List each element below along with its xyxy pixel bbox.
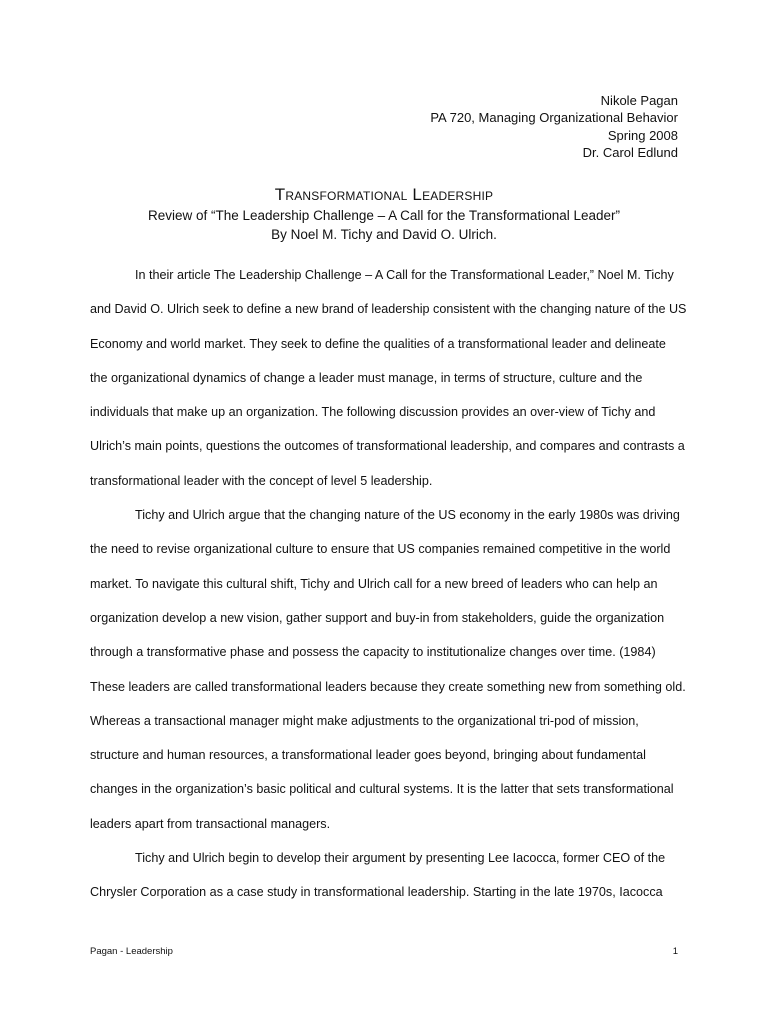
body-line: and David O. Ulrich seek to define a new brand of leadership consistent with the changing nature of the US [90,302,687,317]
page-number: 1 [672,946,678,957]
body-line: In their article The Leadership Challenge – A Call for the Transformational Leader,” Noel M. Tichy [135,268,674,282]
body-line: Tichy and Ulrich begin to develop their argument by presenting Lee Iacocca, former CEO of the [135,851,666,866]
body-line: changes in the organization’s basic political and cultural systems. It is the latter that sets transformational [90,782,674,797]
body-line: transformational leader with the concept of level 5 leadership. [90,473,433,488]
body-line: Whereas a transactional manager might make adjustments to the organizational tri-pod of mission, [90,713,639,728]
footer-label: Pagan - Leadership [90,946,173,957]
body-line: market. To navigate this cultural shift, Tichy and Ulrich call for a new breed of leaders who can help an [90,576,658,591]
document-title: Transformational Leadership [274,185,494,204]
body-line: These leaders are called transformational leaders because they create something new from something old. [90,679,686,694]
body-line: organization develop a new vision, gather support and buy-in from stakeholders, guide the organization [90,610,665,625]
document-header [430,92,678,161]
body-line: through a transformative phase and possess the capacity to institutionalize changes over time. (1984) [90,645,656,660]
body-line: structure and human resources, a transformational leader goes beyond, bringing about fundamental [90,748,646,763]
course-name: PA 720, Managing Organizational Behavior [430,110,678,126]
body-line: the organizational dynamics of change a leader must manage, in terms of structure, culture and the [90,370,643,385]
instructor-name: Dr. Carol Edlund [582,144,678,160]
document-body [90,258,690,910]
body-line: Economy and world market. They seek to define the qualities of a transformational leader and delineate [90,336,666,351]
body-line: the need to revise organizational culture to ensure that US companies remained competitive in the world [90,542,671,557]
term: Spring 2008 [607,127,678,143]
body-line: Chrysler Corporation as a case study in transformational leadership. Starting in the late 1970s, Iacocca [90,885,663,900]
author-name: Nikole Pagan [600,93,678,108]
body-line: individuals that make up an organization. The following discussion provides an over-view of Tichy and [90,405,656,420]
document-byline: By Noel M. Tichy and David O. Ulrich. [271,227,497,242]
body-line: Ulrich’s main points, questions the outcomes of transformational leadership, and compares and contrasts a [90,439,685,454]
body-line: leaders apart from transactional managers. [90,816,331,831]
body-line: Tichy and Ulrich argue that the changing nature of the US economy in the early 1980s was driving [135,508,680,523]
document-subtitle: Review of “The Leadership Challenge – A Call for the Transformational Leader” [147,208,620,223]
page-footer [90,946,678,957]
title-block [0,184,768,244]
